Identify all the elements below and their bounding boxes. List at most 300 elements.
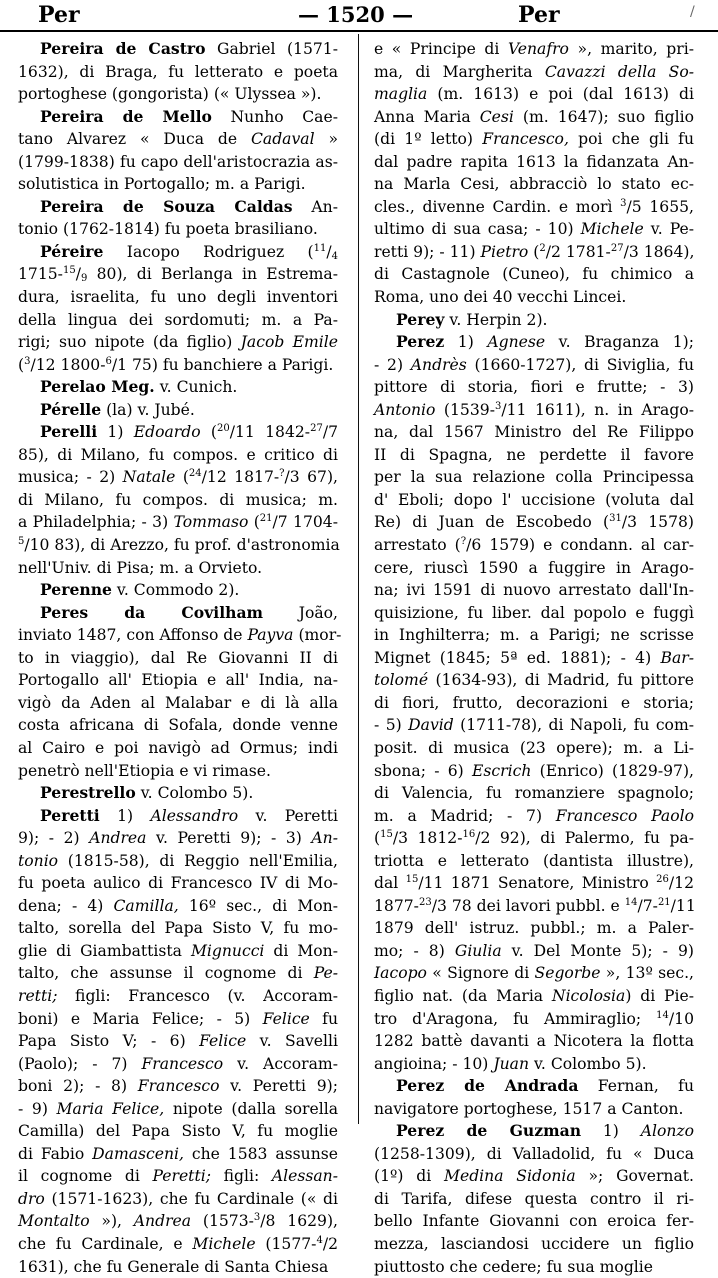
- text-run: /3 78 dei lavori pubbl. e: [431, 896, 625, 915]
- text-run: bello Infante Giovanni con eroica fer-: [374, 1212, 694, 1231]
- text-run: Michele: [580, 220, 644, 239]
- text-line: [18, 850, 338, 873]
- text-line: [18, 218, 338, 241]
- text-line: [18, 1053, 338, 1076]
- text-run: Peretti;: [152, 1167, 211, 1186]
- text-run: 31: [609, 513, 622, 525]
- text-run: 1879 dell' istruz. pubbl.; m. a Paler-: [374, 919, 694, 938]
- text-run: Camilla) del Papa Sisto V, fu moglie: [18, 1122, 338, 1141]
- text-line: [18, 669, 338, 692]
- text-line: [18, 399, 338, 422]
- text-run: Payva: [247, 626, 294, 645]
- text-line: [18, 1256, 338, 1278]
- text-run: /7: [322, 423, 338, 442]
- text-run: per la sua relazione colla Principessa: [374, 468, 694, 487]
- text-line: [374, 962, 694, 985]
- text-line: [18, 331, 338, 354]
- text-run: - 9): [18, 1099, 57, 1118]
- text-run: maglia: [374, 85, 428, 104]
- text-run: /7 1704-: [272, 513, 339, 532]
- text-line: [374, 173, 694, 196]
- text-run: 1): [97, 423, 134, 442]
- text-line: [374, 760, 694, 783]
- entry-headword: Perez de Andrada: [396, 1076, 579, 1096]
- text-line: [374, 579, 694, 602]
- text-run: /6 1579) e condann. al car-: [466, 536, 695, 555]
- text-run: 16: [462, 829, 476, 841]
- text-run: arrestato (: [374, 536, 461, 555]
- text-run: v. Peretti 9); - 3): [146, 829, 312, 848]
- text-run: quisizione, fu liber. dal popolo e fuggì: [374, 603, 694, 622]
- text-run: Juan: [493, 1054, 529, 1073]
- text-line: [374, 61, 694, 84]
- text-run: (1577-: [255, 1234, 317, 1253]
- text-line: [18, 1210, 338, 1233]
- text-run: Francesco Paolo: [555, 806, 694, 825]
- text-run: Edoardo: [133, 423, 201, 442]
- text-run: talto, sorella del Papa Sisto V, fu mo-: [18, 919, 338, 938]
- text-line: [18, 827, 338, 850]
- text-run: (1799-1838) fu capo dell'aristocrazia as-: [18, 152, 338, 171]
- text-run: v. Herpin 2).: [444, 310, 548, 329]
- text-run: Pietro: [480, 242, 529, 261]
- text-line: [18, 151, 338, 174]
- text-run: v. Commodo 2).: [111, 581, 240, 600]
- text-line: [374, 83, 694, 106]
- text-line: [18, 511, 338, 534]
- text-line: [374, 737, 694, 760]
- text-line: [18, 1143, 338, 1166]
- text-run: v. Cunich.: [154, 378, 238, 397]
- text-run: nell'Univ. di Pisa; m. a Orvieto.: [18, 558, 263, 577]
- text-run: figlio nat. (da Maria: [374, 986, 552, 1005]
- text-run: (m. 1647); suo figlio: [513, 107, 694, 126]
- left-column: [18, 38, 342, 1278]
- text-line: [18, 962, 338, 985]
- text-line: [374, 692, 694, 715]
- text-run: di Castagnole (Cuneo), fu chimico a: [374, 265, 694, 284]
- text-run: Iacopo Rodriguez (: [103, 242, 314, 261]
- entry-headword: Perez: [396, 332, 445, 352]
- text-run: Escrich: [472, 761, 532, 780]
- text-run: na Marla Cesi, abbracciò lo stato ec-: [374, 175, 694, 194]
- text-run: 3: [24, 355, 31, 367]
- text-run: /11 1871 Senatore, Ministro: [418, 874, 657, 893]
- text-run: tolomé: [374, 671, 429, 690]
- text-run: glie di Giambattista: [18, 941, 191, 960]
- text-run: Iacopo: [374, 964, 427, 983]
- text-run: (1634-93), di Madrid, fu pittore: [428, 671, 694, 690]
- text-line: [18, 489, 338, 512]
- text-run: al Cairo e poi navigò ad Ormus; indi: [18, 738, 338, 757]
- text-run: Montalto: [18, 1212, 90, 1231]
- text-run: to in viaggio), dal Re Giovanni II di: [18, 648, 338, 667]
- text-run: - 2): [374, 355, 411, 374]
- running-head-right: Per: [518, 2, 560, 28]
- text-run: a Philadelphia; - 3): [18, 513, 174, 532]
- text-run: nipote (dalla sorella: [164, 1099, 339, 1118]
- text-run: »: [314, 130, 338, 149]
- text-run: /2 92), di Palermo, fu pa-: [475, 829, 694, 848]
- text-run: 2: [539, 242, 546, 254]
- text-line: [18, 1030, 338, 1053]
- text-run: 15: [405, 874, 419, 886]
- text-run: 24: [188, 468, 202, 480]
- text-run: Re) di Juan de Escobedo (: [374, 513, 610, 532]
- text-line: [374, 38, 694, 61]
- text-line: [18, 1120, 338, 1143]
- text-line: [18, 917, 338, 940]
- text-line: [374, 782, 694, 805]
- text-run: navigatore portoghese, 1517 a Canton.: [374, 1099, 684, 1118]
- page-header: [0, 0, 718, 30]
- text-run: /10 83), di Arezzo, fu prof. d'astronomia: [24, 536, 340, 555]
- text-run: Andrea: [133, 1212, 192, 1231]
- entry-headword: Pérelle: [40, 399, 102, 419]
- text-line: [18, 1098, 338, 1121]
- text-line: [18, 1233, 338, 1256]
- text-run: posit. di musica (23 opere); m. a Li-: [374, 738, 694, 757]
- text-line: [18, 196, 338, 219]
- text-run: angioina; - 10): [374, 1054, 494, 1073]
- text-run: Anna Maria: [374, 107, 480, 126]
- text-run: /11 1611), n. in Arago-: [501, 400, 694, 419]
- text-line: [374, 106, 694, 129]
- text-line: [18, 106, 338, 129]
- text-run: v. Peretti 9);: [219, 1077, 338, 1096]
- text-run: poi che gli fu: [568, 130, 694, 149]
- text-run: 9: [80, 273, 88, 285]
- text-run: Andrès: [410, 355, 467, 374]
- text-line: [374, 805, 694, 828]
- text-line: [18, 1075, 338, 1098]
- text-line: [374, 331, 694, 354]
- text-run: (mor-: [293, 626, 342, 645]
- header-rule: [0, 30, 718, 32]
- text-run: d' Eboli; dopo l' uccisione (voluta dal: [374, 490, 694, 509]
- text-run: portoghese (gongorista) (« Ulyssea »).: [18, 85, 322, 104]
- text-run: 1282 battè davanti a Nicotera la flotta: [374, 1032, 694, 1051]
- text-run: (m. 1613) e poi (dal 1613) di: [427, 85, 694, 104]
- text-run: 3: [494, 400, 502, 412]
- text-run: (1815-58), di Reggio nell'Emilia,: [58, 851, 338, 870]
- text-run: tonio: [18, 851, 59, 870]
- text-run: ?: [279, 468, 285, 480]
- text-run: di Milano, fu compos. di musica; m.: [18, 490, 338, 509]
- text-run: di Fabio: [18, 1144, 93, 1163]
- entry-headword: Perenne: [40, 580, 112, 600]
- text-run: (1573-: [191, 1212, 254, 1231]
- text-line: [374, 985, 694, 1008]
- text-line: [18, 376, 338, 399]
- text-line: [18, 760, 338, 783]
- text-run: penetrò nell'Etiopia e vi rimase.: [18, 761, 271, 780]
- text-run: Papa Sisto V; - 6): [18, 1032, 200, 1051]
- text-line: [18, 128, 338, 151]
- text-run: di fiori, frutto, decorazioni e storia;: [374, 693, 694, 712]
- text-run: di Mon-: [264, 941, 338, 960]
- text-run: /5 1655,: [626, 197, 695, 216]
- text-run: /8 1629),: [260, 1212, 338, 1231]
- text-run: Natale: [122, 468, 176, 487]
- text-run: (1539-: [435, 400, 495, 419]
- text-run: /10: [668, 1009, 694, 1028]
- text-run: piuttosto che cedere; fu sua moglie: [374, 1257, 654, 1276]
- text-run: 20: [217, 423, 230, 435]
- text-run: Segorbe: [534, 964, 601, 983]
- text-run: v. Braganza 1);: [545, 333, 694, 352]
- text-run: (: [18, 355, 25, 374]
- text-run: 14: [624, 896, 638, 908]
- text-line: [374, 557, 694, 580]
- text-run: An-: [311, 829, 338, 848]
- text-run: rigi; suo nipote (da figlio): [18, 333, 241, 352]
- text-run: costa africana di Sofala, donde venne: [18, 716, 338, 735]
- text-run: ultimo di sua casa; - 10): [374, 220, 581, 239]
- text-run: /11: [670, 896, 696, 915]
- text-line: [374, 917, 694, 940]
- text-line: [374, 489, 694, 512]
- text-line: [18, 241, 338, 264]
- text-run: e « Principe di: [374, 40, 508, 58]
- text-run: 15: [380, 829, 393, 841]
- text-run: fu: [309, 1009, 338, 1028]
- text-run: v. Colombo 5).: [529, 1054, 647, 1073]
- text-line: [374, 399, 694, 422]
- text-run: dal padre rapita 1613 la fidanzata An-: [374, 152, 694, 171]
- text-run: retti 9); - 11): [374, 242, 481, 261]
- text-line: [18, 286, 338, 309]
- text-line: [374, 827, 694, 850]
- text-line: [374, 1075, 694, 1098]
- text-run: sbona; - 6): [374, 761, 473, 780]
- text-run: fu poeta aulico di Francesco IV di Mo-: [18, 874, 338, 893]
- text-run: Portogallo all' Etiopia e all' India, na-: [18, 671, 338, 690]
- text-line: [374, 1165, 694, 1188]
- text-line: [18, 1165, 338, 1188]
- entry-headword: Pereira de Souza Caldas: [40, 196, 293, 216]
- text-line: [18, 782, 338, 805]
- text-line: [18, 985, 338, 1008]
- text-run: na, dal 1567 Ministro del Re Filippo: [374, 423, 694, 442]
- text-run: Maria Felice,: [56, 1099, 165, 1118]
- text-run: (1711-78), di Napoli, fu com-: [453, 716, 694, 735]
- text-run: dena; - 4): [18, 896, 114, 915]
- text-line: [374, 1233, 694, 1256]
- text-run: /2: [322, 1234, 338, 1253]
- text-run: Damasceni,: [92, 1144, 185, 1163]
- text-run: 23: [418, 896, 432, 908]
- text-line: [18, 466, 338, 489]
- text-line: [18, 692, 338, 715]
- text-run: na; ivi 1591 di nuovo arrestato dall'In-: [374, 581, 694, 600]
- entry-headword: Perelao Meg.: [40, 377, 155, 397]
- text-line: [18, 714, 338, 737]
- text-line: [18, 895, 338, 918]
- text-run: /3 67),: [284, 468, 339, 487]
- text-run: Nicolosia: [551, 986, 626, 1005]
- text-run: Michele: [192, 1234, 256, 1253]
- text-line: [374, 128, 694, 151]
- text-run: /: [326, 242, 332, 261]
- text-run: m. a Madrid; - 7): [374, 806, 556, 825]
- text-run: /11 1842-: [229, 423, 311, 442]
- text-line: [374, 1256, 694, 1278]
- text-run: dro: [18, 1189, 45, 1208]
- entry-headword: Peretti: [40, 805, 100, 825]
- text-run: 1): [581, 1122, 641, 1141]
- text-run: Francesco,: [482, 130, 569, 149]
- text-run: v. Pe-: [643, 220, 694, 239]
- text-line: [18, 805, 338, 828]
- text-run: (1571-1623), che fu Cardinale (« di: [44, 1189, 338, 1208]
- text-run: 85), di Milano, fu compos. e critico di: [18, 445, 338, 464]
- text-run: pittore di storia, fiori e frutte; - 3): [374, 378, 694, 397]
- text-line: [374, 1030, 694, 1053]
- text-run: mezza, lasciandosi uccidere un figlio: [374, 1234, 694, 1253]
- text-run: /7-: [637, 896, 658, 915]
- text-run: (Paolo); - 7): [18, 1054, 142, 1073]
- text-line: [374, 895, 694, 918]
- text-line: [18, 1008, 338, 1031]
- text-run: /3 1578): [621, 513, 694, 532]
- entry-headword: Perey: [396, 309, 445, 329]
- text-run: Cesi: [479, 107, 514, 126]
- text-run: Andrea: [89, 829, 147, 848]
- entry-headword: Pereira de Castro: [40, 39, 206, 58]
- text-run: Francesco: [137, 1077, 220, 1096]
- text-run: di Valencia, fu romanziere spagnolo;: [374, 784, 694, 803]
- text-run: tonio (1762-1814) fu poeta brasiliano.: [18, 220, 318, 239]
- text-run: 21: [657, 896, 671, 908]
- text-run: (di 1º letto): [374, 130, 483, 149]
- text-line: [374, 511, 694, 534]
- text-run: musica; - 2): [18, 468, 123, 487]
- text-run: (: [175, 468, 189, 487]
- text-line: [374, 286, 694, 309]
- text-run: retti;: [18, 986, 58, 1005]
- text-line: [374, 1120, 694, 1143]
- text-run: 16º sec., di Mon-: [178, 896, 338, 915]
- text-run: /3 1812-: [392, 829, 463, 848]
- text-line: [374, 872, 694, 895]
- text-run: ?: [460, 536, 467, 548]
- text-line: [18, 1188, 338, 1211]
- text-run: v. Savelli: [246, 1032, 338, 1051]
- entry-headword: Perelli: [40, 422, 98, 442]
- text-line: [18, 602, 338, 625]
- text-run: 80), di Berlanga in Estrema-: [87, 265, 338, 284]
- text-line: [374, 1143, 694, 1166]
- text-line: [374, 444, 694, 467]
- text-run: inviato 1487, con Affonso de: [18, 626, 248, 645]
- text-run: Bar-: [660, 648, 694, 667]
- text-line: [374, 241, 694, 264]
- text-run: Fernan, fu: [578, 1077, 694, 1096]
- text-line: [374, 1053, 694, 1076]
- text-run: il cognome di: [18, 1167, 153, 1186]
- text-run: di Tarifa, difese questa contro il ri-: [374, 1189, 694, 1208]
- text-run: Mignucci: [190, 941, 265, 960]
- entry-headword: Péreire: [40, 241, 104, 261]
- text-run: /2 1781-: [545, 242, 611, 261]
- text-run: « Signore di: [426, 964, 535, 983]
- text-run: 5: [18, 536, 25, 548]
- text-run: /3 1864),: [623, 242, 695, 261]
- text-line: [374, 534, 694, 557]
- text-line: [18, 83, 338, 106]
- text-run: /12: [668, 874, 695, 893]
- text-run: »),: [89, 1212, 134, 1231]
- text-run: 1631), che fu Generale di Santa Chiesa: [18, 1257, 329, 1276]
- text-line: [18, 354, 338, 377]
- text-run: 3: [253, 1212, 261, 1224]
- text-run: Medina Sidonia: [444, 1167, 576, 1186]
- text-run: Alessan-: [271, 1167, 338, 1186]
- text-run: (: [374, 829, 381, 848]
- text-run: dal: [374, 874, 406, 893]
- text-line: [374, 1098, 694, 1121]
- right-column: [374, 38, 694, 1278]
- text-run: Antonio: [374, 400, 436, 419]
- text-line: [18, 263, 338, 286]
- text-run: v. Peretti: [238, 806, 338, 825]
- text-run: 1632), di Braga, fu letterato e poeta: [18, 62, 338, 81]
- text-line: [18, 737, 338, 760]
- text-run: Felice: [262, 1009, 310, 1028]
- text-line: [18, 579, 338, 602]
- text-run: », 13º sec.,: [600, 964, 695, 983]
- text-line: [374, 940, 694, 963]
- text-run: boni) e Maria Felice; - 5): [18, 1009, 263, 1028]
- text-line: [18, 940, 338, 963]
- text-run: Camilla,: [113, 896, 179, 915]
- text-run: (: [528, 242, 540, 261]
- text-run: (: [200, 423, 217, 442]
- text-run: Roma, uno dei 40 vecchi Lincei.: [374, 288, 627, 307]
- text-line: [374, 376, 694, 399]
- text-run: 26: [656, 874, 669, 886]
- text-run: (1660-1727), di Siviglia, fu: [466, 355, 694, 374]
- text-run: in Inghilterra; m. a Parigi; ne scrisse: [374, 626, 694, 645]
- text-line: [18, 173, 338, 196]
- text-run: 27: [610, 242, 624, 254]
- text-run: Felice: [199, 1032, 247, 1051]
- text-run: che fu Cardinale, e: [18, 1234, 193, 1253]
- text-run: tano Alvarez « Duca de: [18, 130, 251, 149]
- text-run: 1): [99, 806, 151, 825]
- column-divider: [358, 34, 359, 1124]
- text-line: [374, 1008, 694, 1031]
- text-run: Tommaso: [173, 513, 249, 532]
- text-run: Gabriel (1571-: [205, 40, 338, 58]
- text-line: [18, 647, 338, 670]
- text-run: - 5): [374, 716, 409, 735]
- text-line: [18, 872, 338, 895]
- text-run: Francesco: [141, 1054, 224, 1073]
- text-run: (1258-1309), di Valladolid, fu « Duca: [374, 1144, 694, 1163]
- entry-headword: Perez de Guzman: [396, 1121, 582, 1141]
- text-run: (1º) di: [374, 1167, 444, 1186]
- text-run: Pe-: [313, 964, 338, 983]
- text-run: /: [75, 265, 81, 284]
- text-run: An-: [292, 197, 338, 216]
- text-run: tro d'Aragona, fu Ammiraglio;: [374, 1009, 657, 1028]
- text-line: [18, 421, 338, 444]
- page-number: — 1520 —: [298, 2, 414, 27]
- text-line: [374, 421, 694, 444]
- text-line: [374, 850, 694, 873]
